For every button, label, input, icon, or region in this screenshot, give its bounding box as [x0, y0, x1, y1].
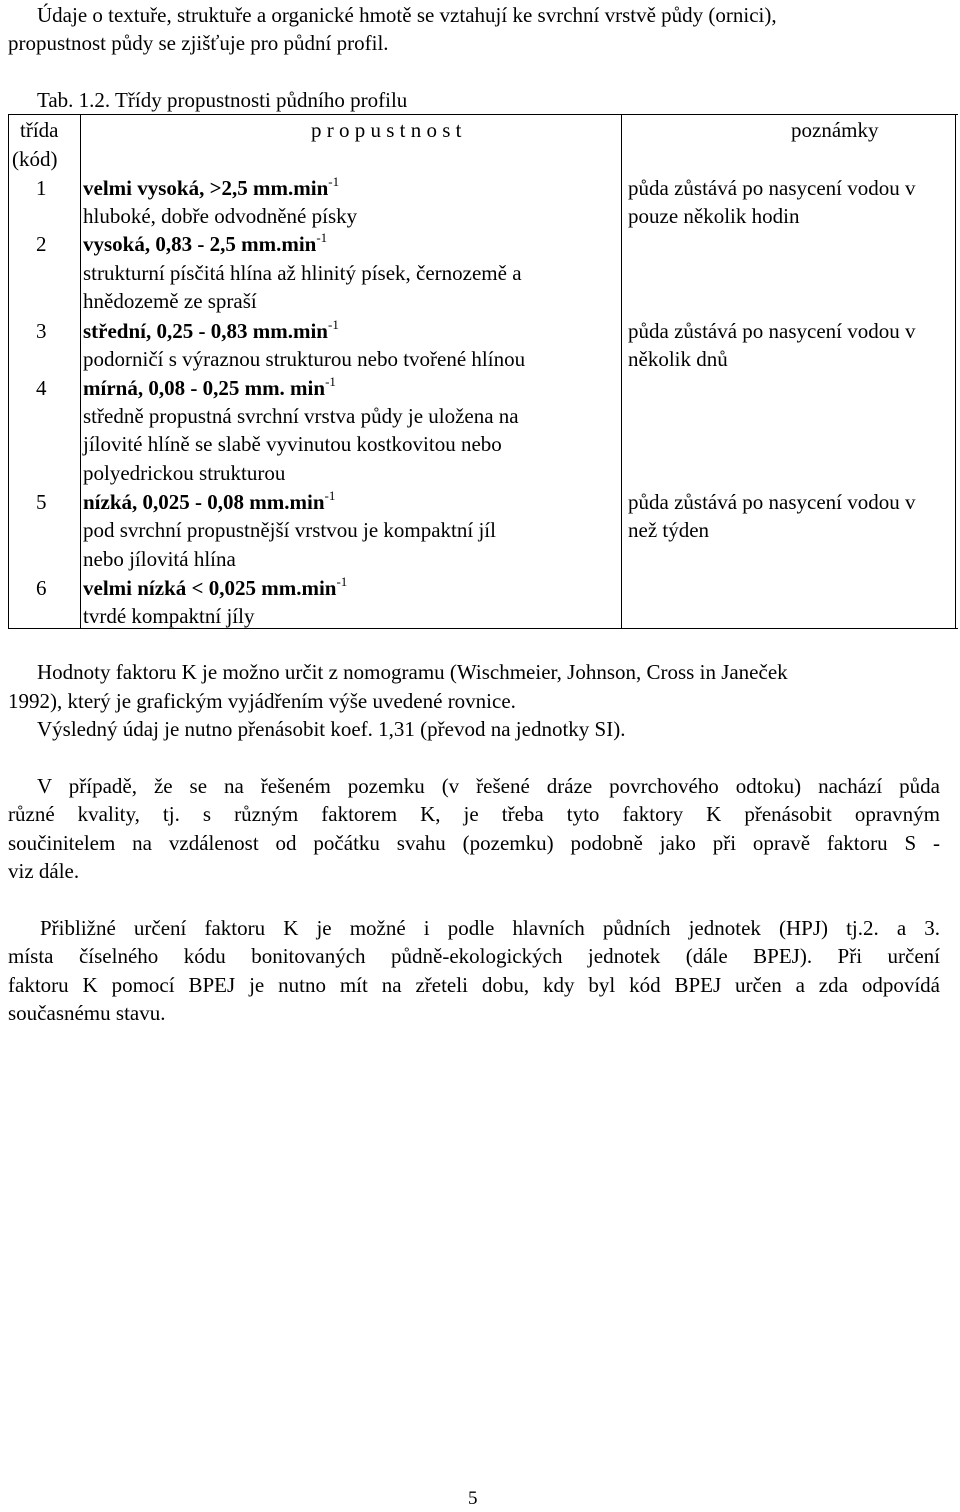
- row-code-2: 2: [36, 232, 47, 256]
- para-2-line-3: součinitelem na vzdálenost od počátku svahu (pozemku) podobně jako při opravě faktoru S -: [8, 831, 940, 855]
- row-title-5: nízká, 0,025 - 0,08 $mm.\min^{-1}$: [83, 488, 336, 514]
- row-code-6: 6: [36, 576, 47, 600]
- para-2-line-1: V případě, že se na řešeném pozemku (v řešené dráze povrchového odtoku) nachází půda: [37, 774, 940, 798]
- intro-line-1: Údaje o textuře, struktuře a organické hmotě se vztahují ke svrchní vrstvě půdy (ornici),: [37, 3, 777, 27]
- table-divider-2: [621, 114, 622, 629]
- header-permeability: p r o p u s t n o s t: [311, 118, 462, 142]
- para-3-line-1: Přibližné určení faktoru K je možné i podle hlavních půdních jednotek (HPJ) tj.2. a 3.: [40, 916, 940, 940]
- para-2-line-2: různé kvality, tj. s různým faktorem K, je třeba tyto faktory K přenásobit opravným: [8, 802, 940, 826]
- row-title-2: vysoká, 0,83 - 2,5 $mm.\min^{-1}$: [83, 230, 328, 256]
- row-code-1: 1: [36, 176, 47, 200]
- intro-line-2: propustnost půdy se zjišťuje pro půdní profil.: [8, 31, 389, 55]
- row-desc-5-line-2: nebo jílovitá hlína: [83, 547, 236, 571]
- row-title-1: velmi vysoká, >2,5 $mm.\min^{-1}$: [83, 174, 340, 200]
- row-desc-4-line-1: středně propustná svrchní vrstva půdy je uložena na: [83, 404, 519, 428]
- note-2-line-1: půda zůstává po nasycení vodou v: [628, 319, 916, 343]
- para-1-line-3: Výsledný údaj je nutno přenásobit koef. 1,31 (převod na jednotky SI).: [37, 717, 626, 741]
- header-code: (kód): [12, 147, 58, 171]
- note-1-line-2: pouze několik hodin: [628, 204, 800, 228]
- row-desc-6: tvrdé kompaktní jíly: [83, 604, 255, 628]
- row-desc-5-line-1: pod svrchní propustnější vrstvou je kompaktní jíl: [83, 518, 496, 542]
- para-2-line-4: viz dále.: [8, 859, 80, 883]
- table-divider-1: [80, 114, 81, 629]
- table-right-border: [955, 114, 956, 629]
- row-code-3: 3: [36, 319, 47, 343]
- row-desc-3: podorničí s výraznou strukturou nebo tvořené hlínou: [83, 347, 526, 371]
- note-3-line-2: než týden: [628, 518, 710, 542]
- row-code-4: 4: [36, 376, 47, 400]
- note-1-line-1: půda zůstává po nasycení vodou v: [628, 176, 916, 200]
- row-desc-2-line-1: strukturní písčitá hlína až hlinitý písek, černozemě a: [83, 261, 522, 285]
- note-2-line-2: několik dnů: [628, 347, 728, 371]
- para-3-line-3: faktoru K pomocí BPEJ je nutno mít na zřeteli dobu, kdy byl kód BPEJ určen a zda odpovídá: [8, 973, 940, 997]
- header-class: třída: [20, 118, 59, 142]
- para-1-line-1: Hodnoty faktoru K je možno určit z nomogramu (Wischmeier, Johnson, Cross in Janeček: [37, 660, 788, 684]
- para-3-line-2: místa číselného kódu bonitovaných půdně-ekologických jednotek (dále BPEJ). Při určení: [8, 944, 940, 968]
- row-desc-4-line-2: jílovité hlíně se slabě vyvinutou kostkovitou nebo: [83, 432, 502, 456]
- row-title-4: mírná, 0,08 - 0,25 mm. $\min^{-1}$: [83, 374, 336, 400]
- para-3-line-4: současnému stavu.: [8, 1001, 166, 1025]
- note-3-line-1: půda zůstává po nasycení vodou v: [628, 490, 916, 514]
- table-top-border: [8, 114, 958, 115]
- header-notes: poznámky: [791, 118, 879, 142]
- row-desc-4-line-3: polyedrickou strukturou: [83, 461, 286, 485]
- row-code-5: 5: [36, 490, 47, 514]
- page-number: 5: [468, 1488, 478, 1509]
- row-title-6: velmi nízká < 0,025 $mm.\min^{-1}$: [83, 574, 348, 600]
- para-1-line-2: 1992), který je grafickým vyjádřením výše uvedené rovnice.: [8, 689, 516, 713]
- row-desc-1: hluboké, dobře odvodněné písky: [83, 204, 358, 228]
- table-left-border: [8, 114, 9, 629]
- table-caption: Tab. 1.2. Třídy propustnosti půdního profilu: [37, 88, 408, 112]
- row-title-3: střední, 0,25 - 0,83 $mm.\min^{-1}$: [83, 317, 339, 343]
- row-desc-2-line-2: hnědozemě ze spraší: [83, 289, 257, 313]
